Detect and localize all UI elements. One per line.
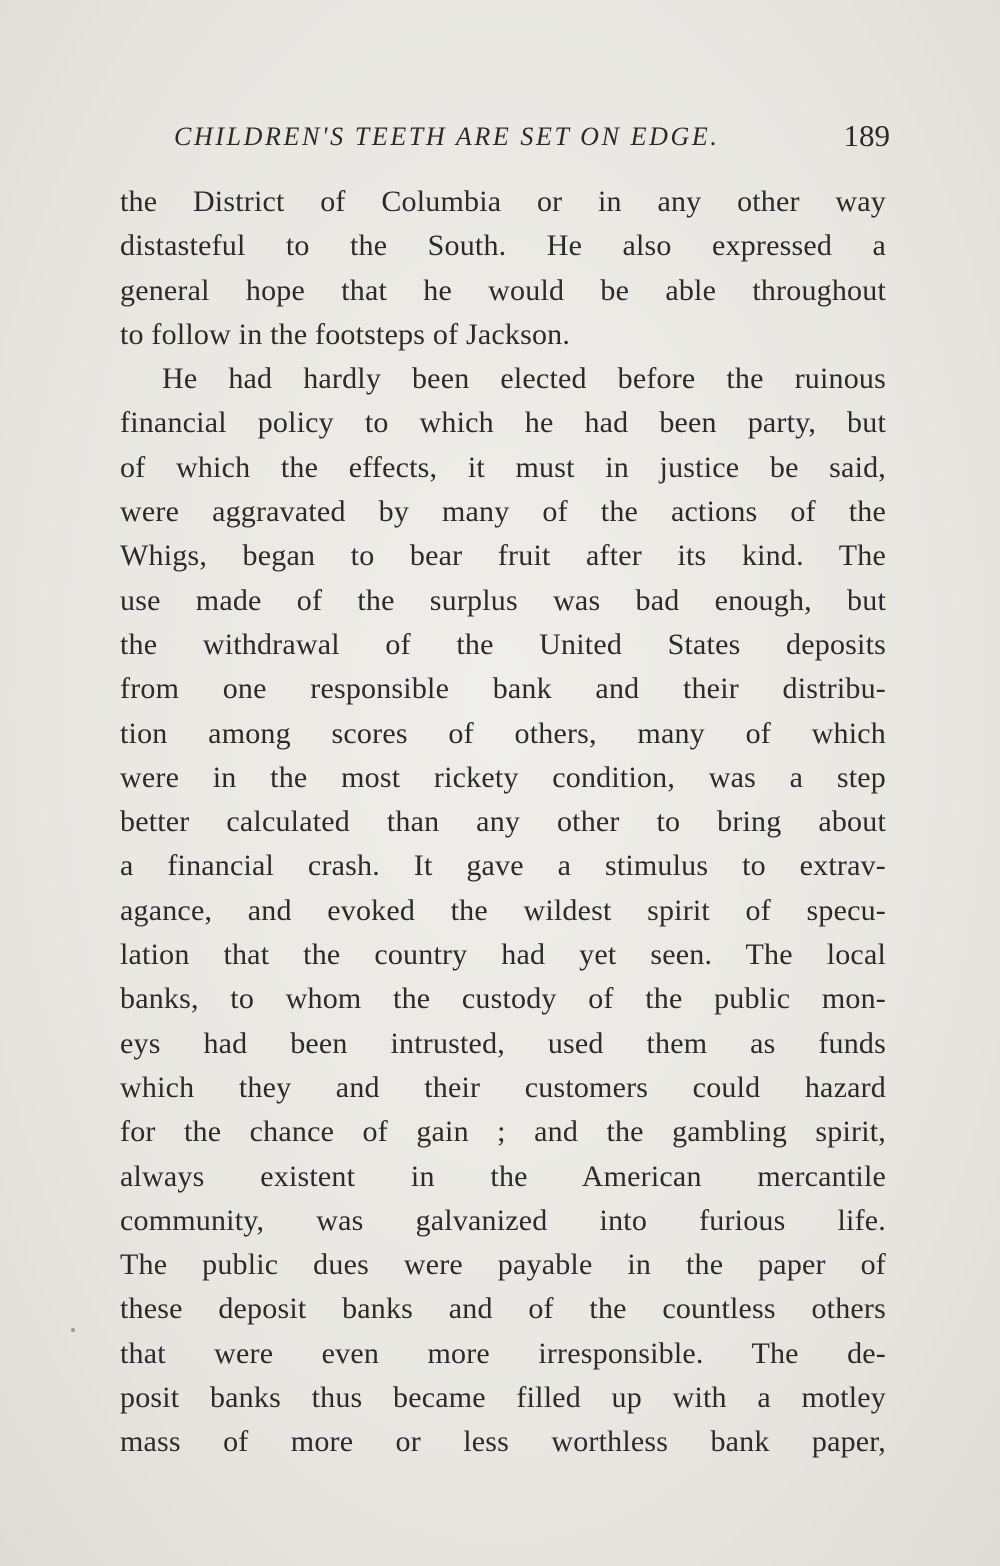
- running-head: [120, 118, 890, 158]
- text-line: for the chance of gain ; and the gambling spirit,: [120, 1115, 886, 1149]
- margin-speck: [71, 1328, 75, 1332]
- text-line: He had hardly been elected before the ruinous: [162, 362, 886, 396]
- text-line: the District of Columbia or in any other way: [120, 185, 886, 218]
- text-line: posit banks thus became filled up with a motley: [120, 1381, 886, 1415]
- text-line: of which the effects, it must in justice be said,: [120, 450, 886, 484]
- text-line: better calculated than any other to bring about: [120, 805, 886, 839]
- text-line: community, was galvanized into furious life.: [120, 1203, 886, 1237]
- text-line: a financial crash. It gave a stimulus to extrav-: [120, 849, 886, 883]
- text-line: always existent in the American mercantile: [120, 1159, 886, 1193]
- text-line: Whigs, began to bear fruit after its kind. The: [120, 539, 886, 573]
- text-line: were in the most rickety condition, was a step: [120, 760, 886, 794]
- text-line: general hope that he would be able throughout: [120, 273, 886, 307]
- text-line: that were even more irresponsible. The de-: [120, 1336, 886, 1370]
- text-line: eys had been intrusted, used them as funds: [120, 1026, 886, 1060]
- text-line: these deposit banks and of the countless others: [120, 1292, 886, 1326]
- text-line: lation that the country had yet seen. The local: [120, 938, 886, 972]
- text-line: distasteful to the South. He also expressed a: [120, 229, 886, 263]
- text-line: were aggravated by many of the actions of the: [120, 495, 886, 529]
- text-line: mass of more or less worthless bank paper,: [120, 1425, 886, 1459]
- text-line: which they and their customers could hazard: [120, 1070, 886, 1104]
- text-line: the withdrawal of the United States deposits: [120, 627, 886, 661]
- body-text: [120, 180, 886, 1465]
- text-line: from one responsible bank and their distribu-: [120, 672, 886, 706]
- text-line: The public dues were payable in the paper of: [120, 1248, 886, 1282]
- running-title: CHILDREN'S TEETH ARE SET ON EDGE.: [174, 122, 720, 151]
- text-line: agance, and evoked the wildest spirit of specu-: [120, 893, 886, 927]
- text-line: tion among scores of others, many of which: [120, 716, 886, 750]
- text-line: banks, to whom the custody of the public mon-: [120, 982, 886, 1016]
- page-number: 189: [843, 118, 890, 153]
- text-line: use made of the surplus was bad enough, but: [120, 583, 886, 617]
- text-line: to follow in the footsteps of Jackson.: [120, 317, 571, 351]
- text-line: financial policy to which he had been party, but: [120, 406, 886, 440]
